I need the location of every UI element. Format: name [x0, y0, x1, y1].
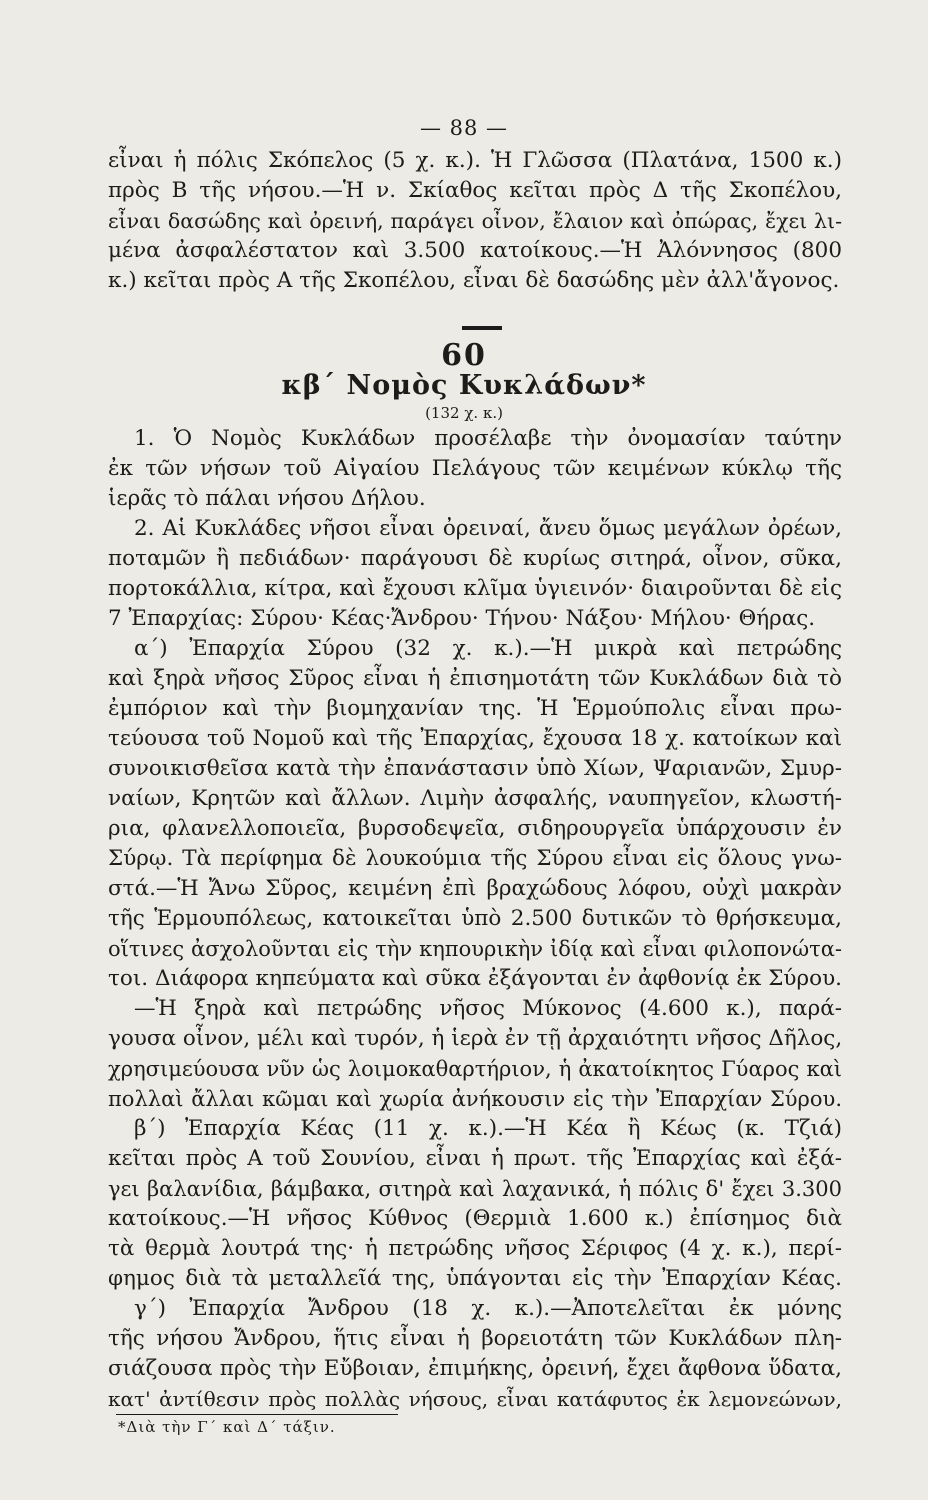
text-line: κατ' ἀντίθεσιν πρὸς πολλὰς νήσους, εἶναι κατάφυτος ἐκ λεμονεώνων, [108, 1387, 842, 1411]
text-line: φημος διὰ τὰ μεταλλεῖά της, ὑπάγονται εἰς τὴν Ἐπαρχίαν Κέας. [108, 1266, 842, 1291]
text-line: πολλαὶ ἄλλαι κῶμαι καὶ χωρία ἀνήκουσιν εἰς τὴν Ἐπαρχίαν Σύρου. [108, 1087, 842, 1111]
text-line: τὰ θερμὰ λουτρά της· ἡ πετρώδης νῆσος Σέριφος (4 χ. κ.), περί- [108, 1236, 842, 1261]
text-line: Σύρῳ. Τὰ περίφημα δὲ λουκούμια τῆς Σύρου εἶναι εἰς ὅλους γνω- [108, 846, 842, 871]
text-line: εἶναι ἡ πόλις Σκόπελος (5 χ. κ.). Ἡ Γλῶσσα (Πλατάνα, 1500 κ.) [108, 148, 842, 173]
text-line: σιάζουσα πρὸς τὴν Εὔβοιαν, ἐπιμήκης, ὀρεινή, ἔχει ἄφθονα ὕδατα, [108, 1356, 842, 1381]
text-line: ναίων, Κρητῶν καὶ ἄλλων. Λιμὴν ἀσφαλής, ναυπηγεῖον, κλωστή- [108, 786, 842, 811]
text-line: καὶ ξηρὰ νῆσος Σῦρος εἶναι ἡ ἐπισημοτάτη τῶν Κυκλάδων διὰ τὸ [108, 666, 842, 691]
text-line: κεῖται πρὸς Α τοῦ Σουνίου, εἶναι ἡ πρωτ. τῆς Ἐπαρχίας καὶ ἐξά- [108, 1146, 842, 1171]
text-line: 7 Ἐπαρχίας: Σύρου· Κέας·Ἄνδρου· Τήνου· Νάξου· Μήλου· Θήρας. [108, 606, 816, 631]
text-line: γει βαλανίδια, βάμβακα, σιτηρὰ καὶ λαχανικά, ἡ πόλις δ' ἔχει 3.300 [108, 1177, 842, 1201]
text-line: ποταμῶν ἢ πεδιάδων· παράγουσι δὲ κυρίως σιτηρά, οἶνον, σῦκα, [108, 546, 842, 571]
text-line: ρια, φλανελλοποιεῖα, βυρσοδεψεῖα, σιδηρουργεῖα ὑπάρχουσιν ἐν [108, 816, 842, 841]
text-line: 1. Ὁ Νομὸς Κυκλάδων προσέλαβε τὴν ὀνομασίαν ταύτην [134, 426, 842, 451]
text-line: τῆς νήσου Ἄνδρου, ἥτις εἶναι ἡ βορειοτάτη τῶν Κυκλάδων πλη- [108, 1326, 842, 1351]
text-line: εἶναι δασώδης καὶ ὀρεινή, παράγει οἶνον, ἔλαιον καὶ ὀπώρας, ἔχει λι- [108, 209, 842, 233]
text-line: β΄) Ἐπαρχία Κέας (11 χ. κ.).—Ἡ Κέα ἢ Κέως (κ. Τζιά) [134, 1116, 842, 1141]
footnote-rule [116, 1414, 398, 1415]
text-line: χρησιμεύουσα νῦν ὡς λοιμοκαθαρτήριον, ἡ ἀκατοίκητος Γύαρος καὶ [108, 1057, 842, 1081]
text-line: κ.) κεῖται πρὸς Α τῆς Σκοπέλου, εἶναι δὲ δασώδης μὲν ἀλλ'ἄγονος. [108, 268, 840, 293]
text-line: 2. Αἱ Κυκλάδες νῆσοι εἶναι ὀρειναί, ἄνευ ὅμως μεγάλων ὀρέων, [134, 516, 842, 541]
section-separator [462, 326, 502, 330]
text-line: οἵτινες ἀσχολοῦνται εἰς τὴν κηπουρικὴν ἰδίᾳ καὶ εἶναι φιλοπονώτα- [108, 937, 842, 961]
text-line: στά.—Ἡ Ἄνω Σῦρος, κειμένη ἐπὶ βραχώδους λόφου, οὐχὶ μακρὰν [108, 876, 842, 901]
text-line: τοι. Διάφορα κηπεύματα καὶ σῦκα ἐξάγονται ἐν ἀφθονίᾳ ἐκ Σύρου. [108, 966, 842, 991]
text-line: πορτοκάλλια, κίτρα, καὶ ἔχουσι κλῖμα ὑγιεινόν· διαιροῦνται δὲ εἰς [108, 576, 842, 601]
text-line: πρὸς Β τῆς νήσου.—Ἡ ν. Σκίαθος κεῖται πρὸς Δ τῆς Σκοπέλου, [108, 178, 842, 203]
text-line: κατοίκους.—Ἡ νῆσος Κύθνος (Θερμιὰ 1.600 κ.) ἐπίσημος διὰ [108, 1206, 842, 1231]
text-line: ἐμπόριον καὶ τὴν βιομηχανίαν της. Ἡ Ἑρμούπολις εἶναι πρω- [108, 696, 842, 721]
footnote: *Διὰ τὴν Γ΄ καὶ Δ΄ τάξιν. [118, 1418, 336, 1436]
text-line: συνοικισθεῖσα κατὰ τὴν ἐπανάστασιν ὑπὸ Χίων, Ψαριανῶν, Σμυρ- [108, 756, 842, 781]
text-line: ἐκ τῶν νήσων τοῦ Αἰγαίου Πελάγους τῶν κειμένων κύκλῳ τῆς [108, 456, 842, 481]
chapter-number: 60 [441, 338, 487, 373]
text-line: γουσα οἶνον, μέλι καὶ τυρόν, ἡ ἱερὰ ἐν τῇ ἀρχαιότητι νῆσος Δῆλος, [108, 1026, 843, 1051]
chapter-subtitle: (132 χ. κ.) [425, 404, 503, 422]
text-line: ἱερᾶς τὸ πάλαι νήσου Δήλου. [108, 486, 426, 511]
text-line: γ΄) Ἐπαρχία Ἄνδρου (18 χ. κ.).—Ἀποτελεῖται ἐκ μόνης [134, 1296, 842, 1321]
text-line: α΄) Ἐπαρχία Σύρου (32 χ. κ.).—Ἡ μικρὰ καὶ πετρώδης [134, 636, 842, 661]
chapter-title: κβ΄ Νομὸς Κυκλάδων* [281, 370, 647, 401]
text-line: τῆς Ἑρμουπόλεως, κατοικεῖται ὑπὸ 2.500 δυτικῶν τὸ θρήσκευμα, [108, 906, 842, 931]
text-line: —Ἡ ξηρὰ καὶ πετρώδης νῆσος Μύκονος (4.600 κ.), παρά- [134, 996, 842, 1021]
text-line: μένα ἀσφαλέστατον καὶ 3.500 κατοίκους.—Ἡ Ἀλόννησος (800 [108, 238, 842, 263]
page-number: — 88 — [419, 116, 509, 140]
text-line: τεύουσα τοῦ Νομοῦ καὶ τῆς Ἐπαρχίας, ἔχουσα 18 χ. κατοίκων καὶ [108, 726, 842, 751]
